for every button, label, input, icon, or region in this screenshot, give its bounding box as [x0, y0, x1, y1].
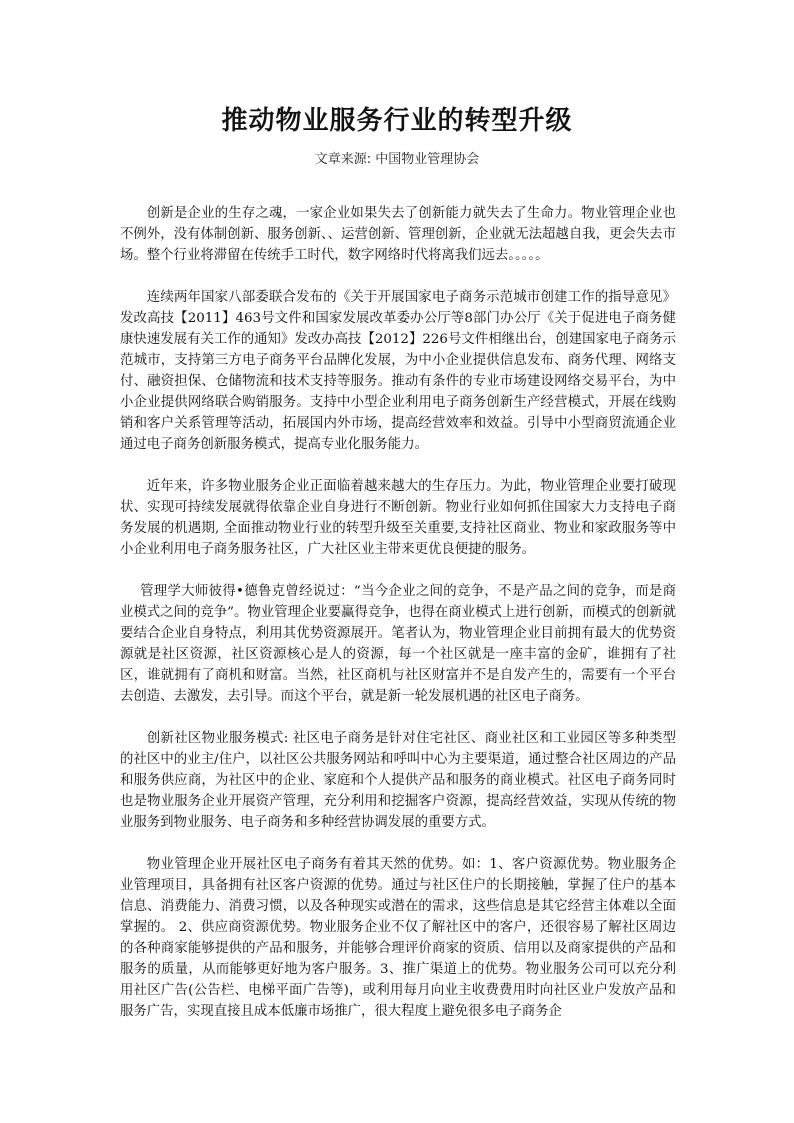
page-title: 推动物业服务行业的转型升级 [221, 106, 573, 136]
paragraph: 连续两年国家八部委联合发布的《关于开展国家电子商务示范城市创建工作的指导意见》发改高技【2011】463号文件和国家发展改革委办公厅等8部门办公厅《关于促进电子商务健康快速发展有关工作的通知》发改办高技【2012】226号文件相继出台，创建国家电子商务示范城市，支持第三方电子商务平台品牌化发展，为中小企业提供信息发布、商务代理、网络支付、融资担保、仓储物流和技术支持等服务。推动有条件的专业市场建设网络交易平台，为中小企业提供网络联合购销服务。支持中小型企业利用电子商务创新生产经营模式，开展在线购销和客户关系管理等活动，拓展国内外市场，提高经营效率和效益。引导中小型商贸流通企业通过电子商务创新服务模式，提高专业化服务能力。 [120, 290, 676, 452]
paragraph: 管理学大师彼得•德鲁克曾经说过：“当今企业之间的竞争，不是产品之间的竞争，而是商业模式之间的竞争”。物业管理企业要赢得竞争，也得在商业模式上进行创新，而模式的创新就要结合企业自身特点，利用其优势资源展开。笔者认为，物业管理企业目前拥有最大的优势资源就是社区资源，社区资源核心是人的资源，每一个社区就是一座丰富的金矿，谁拥有了社区，谁就拥有了商机和财富。当然，社区商机与社区财富并不是自发产生的，需要有一个平台去创造、去激发，去引导。而这个平台，就是新一轮发展机遇的社区电子商务。 [120, 584, 676, 704]
article-source: 文章来源: 中国物业管理协会 [314, 152, 480, 167]
paragraph: 创新社区物业服务模式: 社区电子商务是针对住宅社区、商业社区和工业园区等多种类型的社区中的业主/住户，以社区公共服务网站和呼叫中心为主要渠道，通过整合社区周边的产品和服务供应商，为社区中的企业、家庭和个人提供产品和服务的商业模式。社区电子商务同时也是物业服务企业开展资产管理，充分利用和挖掘客户资源，提高经营效益，实现从传统的物业服务到物业服务、电子商务和多种经营协调发展的重要方式。 [120, 731, 676, 830]
paragraph: 近年来，许多物业服务企业正面临着越来越大的生存压力。为此，物业管理企业要打破现状、实现可持续发展就得依靠企业自身进行不断创新。物业行业如何抓住国家大力支持电子商务发展的机遇期, 全面推动物业行业的转型升级至关重要,支持社区商业、物业和家政服务等中小企业利用电子商务服务社区，广大社区业主带来更优良便捷的服务。 [120, 479, 676, 557]
article-body [120, 203, 676, 1043]
paragraph: 创新是企业的生存之魂，一家企业如果失去了创新能力就失去了生命力。物业管理企业也不例外，没有体制创新、服务创新、、运营创新、管理创新，企业就无法超越自我，更会失去市场。整个行业将滞留在传统手工时代，数字网络时代将离我们远去。。。。。 [120, 206, 676, 263]
paragraph: 物业管理企业开展社区电子商务有着其天然的优势。如：1、客户资源优势。物业服务企业管理项目，具备拥有社区客户资源的优势。通过与社区住户的长期接触，掌握了住户的基本信息、消费能力、消费习惯，以及各种现实或潜在的需求，这些信息是其它经营主体难以全面掌握的。 2、供应商资源优势。物业服务企业不仅了解社区中的客户，还很容易了解社区周边的各种商家能够提供的产品和服务，并能够合理评价商家的资质、信用以及商家提供的产品和服务的质量，从而能够更好地为客户服务。3、推广渠道上的优势。物业服务公司可以充分利用社区广告(公告栏、电梯平面广告等)，或利用每月向业主收费费用时向社区业户发放产品和服务广告，实现直接且成本低廉市场推广，很大程度上避免很多电子商务企 [120, 857, 676, 1019]
